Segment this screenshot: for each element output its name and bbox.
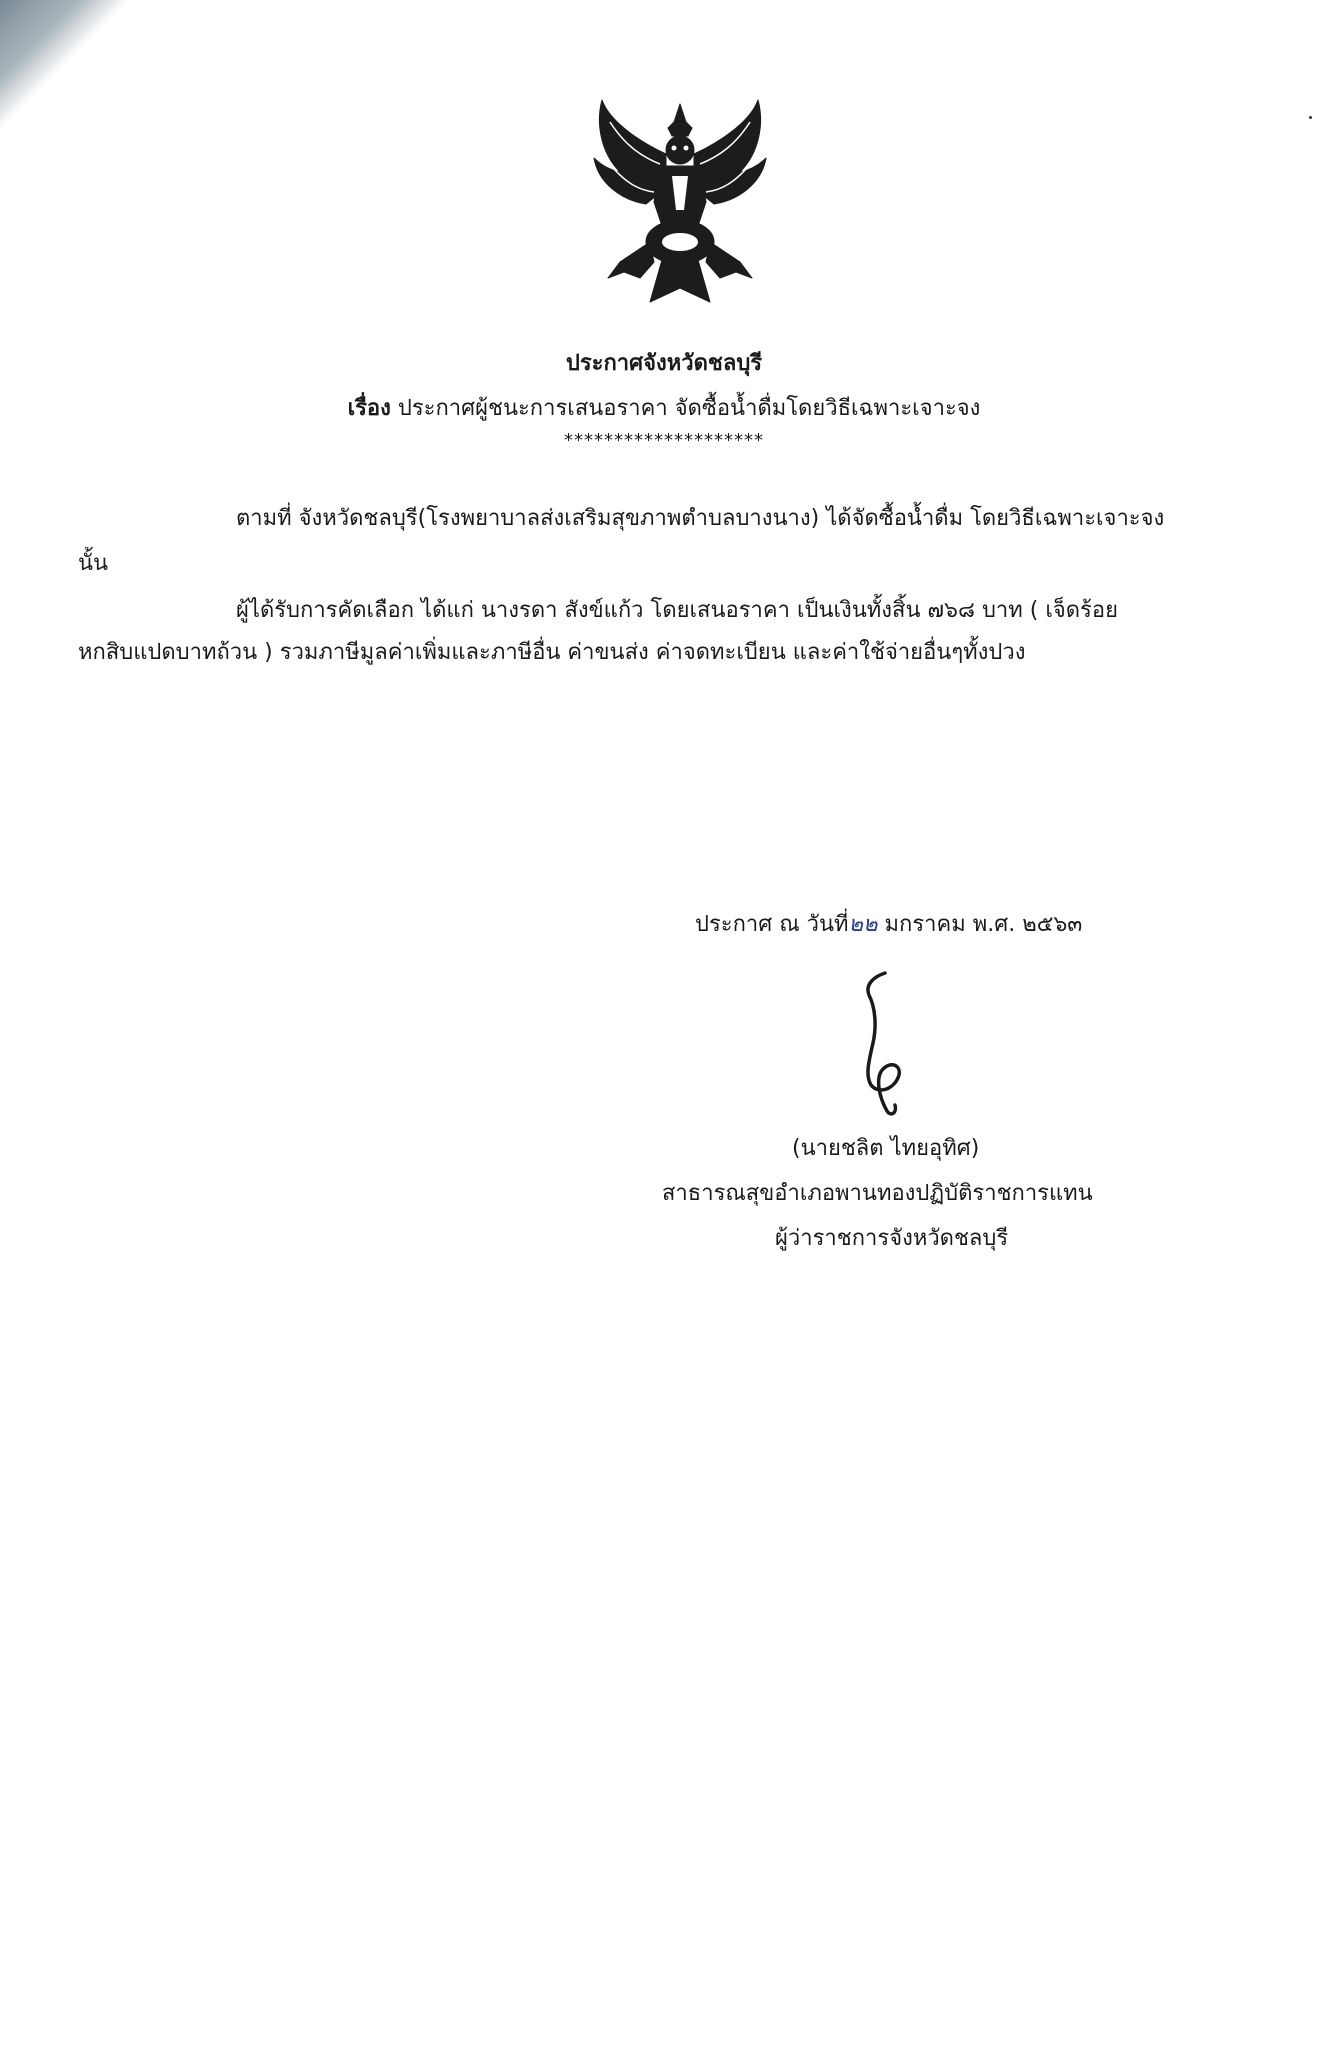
scan-corner-shadow (0, 0, 130, 130)
date-suffix: มกราคม พ.ศ. ๒๕๖๓ (877, 912, 1083, 937)
signer-name: (นายชลิต ไทยอุทิศ) (792, 1136, 980, 1161)
signer-position-2: ผู้ว่าราชการจังหวัดชลบุรี (775, 1226, 1009, 1251)
date-day-handwritten: ๒๒ (848, 912, 878, 937)
announcement-date (695, 906, 1082, 941)
subject-label: เรื่อง (347, 396, 391, 421)
paragraph-1-line-2: นั้น (78, 551, 109, 576)
announcement-title: ประกาศจังหวัดชลบุรี (565, 351, 763, 376)
date-prefix: ประกาศ ณ วันที่ (695, 912, 849, 937)
paragraph-1-line-1: ตามที่ จังหวัดชลบุรี(โรงพยาบาลส่งเสริมสุขภาพตำบลบางนาง) ได้จัดซื้อน้ำดื่ม โดยวิธีเฉพาะเจาะจง (236, 506, 1165, 531)
separator-stars: ******************** (564, 430, 764, 451)
signer-position-1: สาธารณสุขอำเภอพานทองปฏิบัติราชการแทน (662, 1181, 1093, 1206)
handwritten-signature (835, 965, 925, 1125)
scan-speck (1309, 116, 1312, 119)
subject-text: ประกาศผู้ชนะการเสนอราคา จัดซื้อน้ำดื่มโดยวิธีเฉพาะเจาะจง (397, 396, 981, 421)
paragraph-2-line-1: ผู้ได้รับการคัดเลือก ได้แก่ นางรดา สังข์แก้ว โดยเสนอราคา เป็นเงินทั้งสิ้น ๗๖๘ บาท ( เจ็ดร้อย (236, 598, 1118, 623)
garuda-emblem-icon (580, 92, 780, 307)
announcement-subject (0, 390, 1328, 425)
paragraph-2-line-2: หกสิบแปดบาทถ้วน ) รวมภาษีมูลค่าเพิ่มและภาษีอื่น ค่าขนส่ง ค่าจดทะเบียน และค่าใช้จ่ายอื่นๆทั้งปวง (78, 640, 1026, 665)
